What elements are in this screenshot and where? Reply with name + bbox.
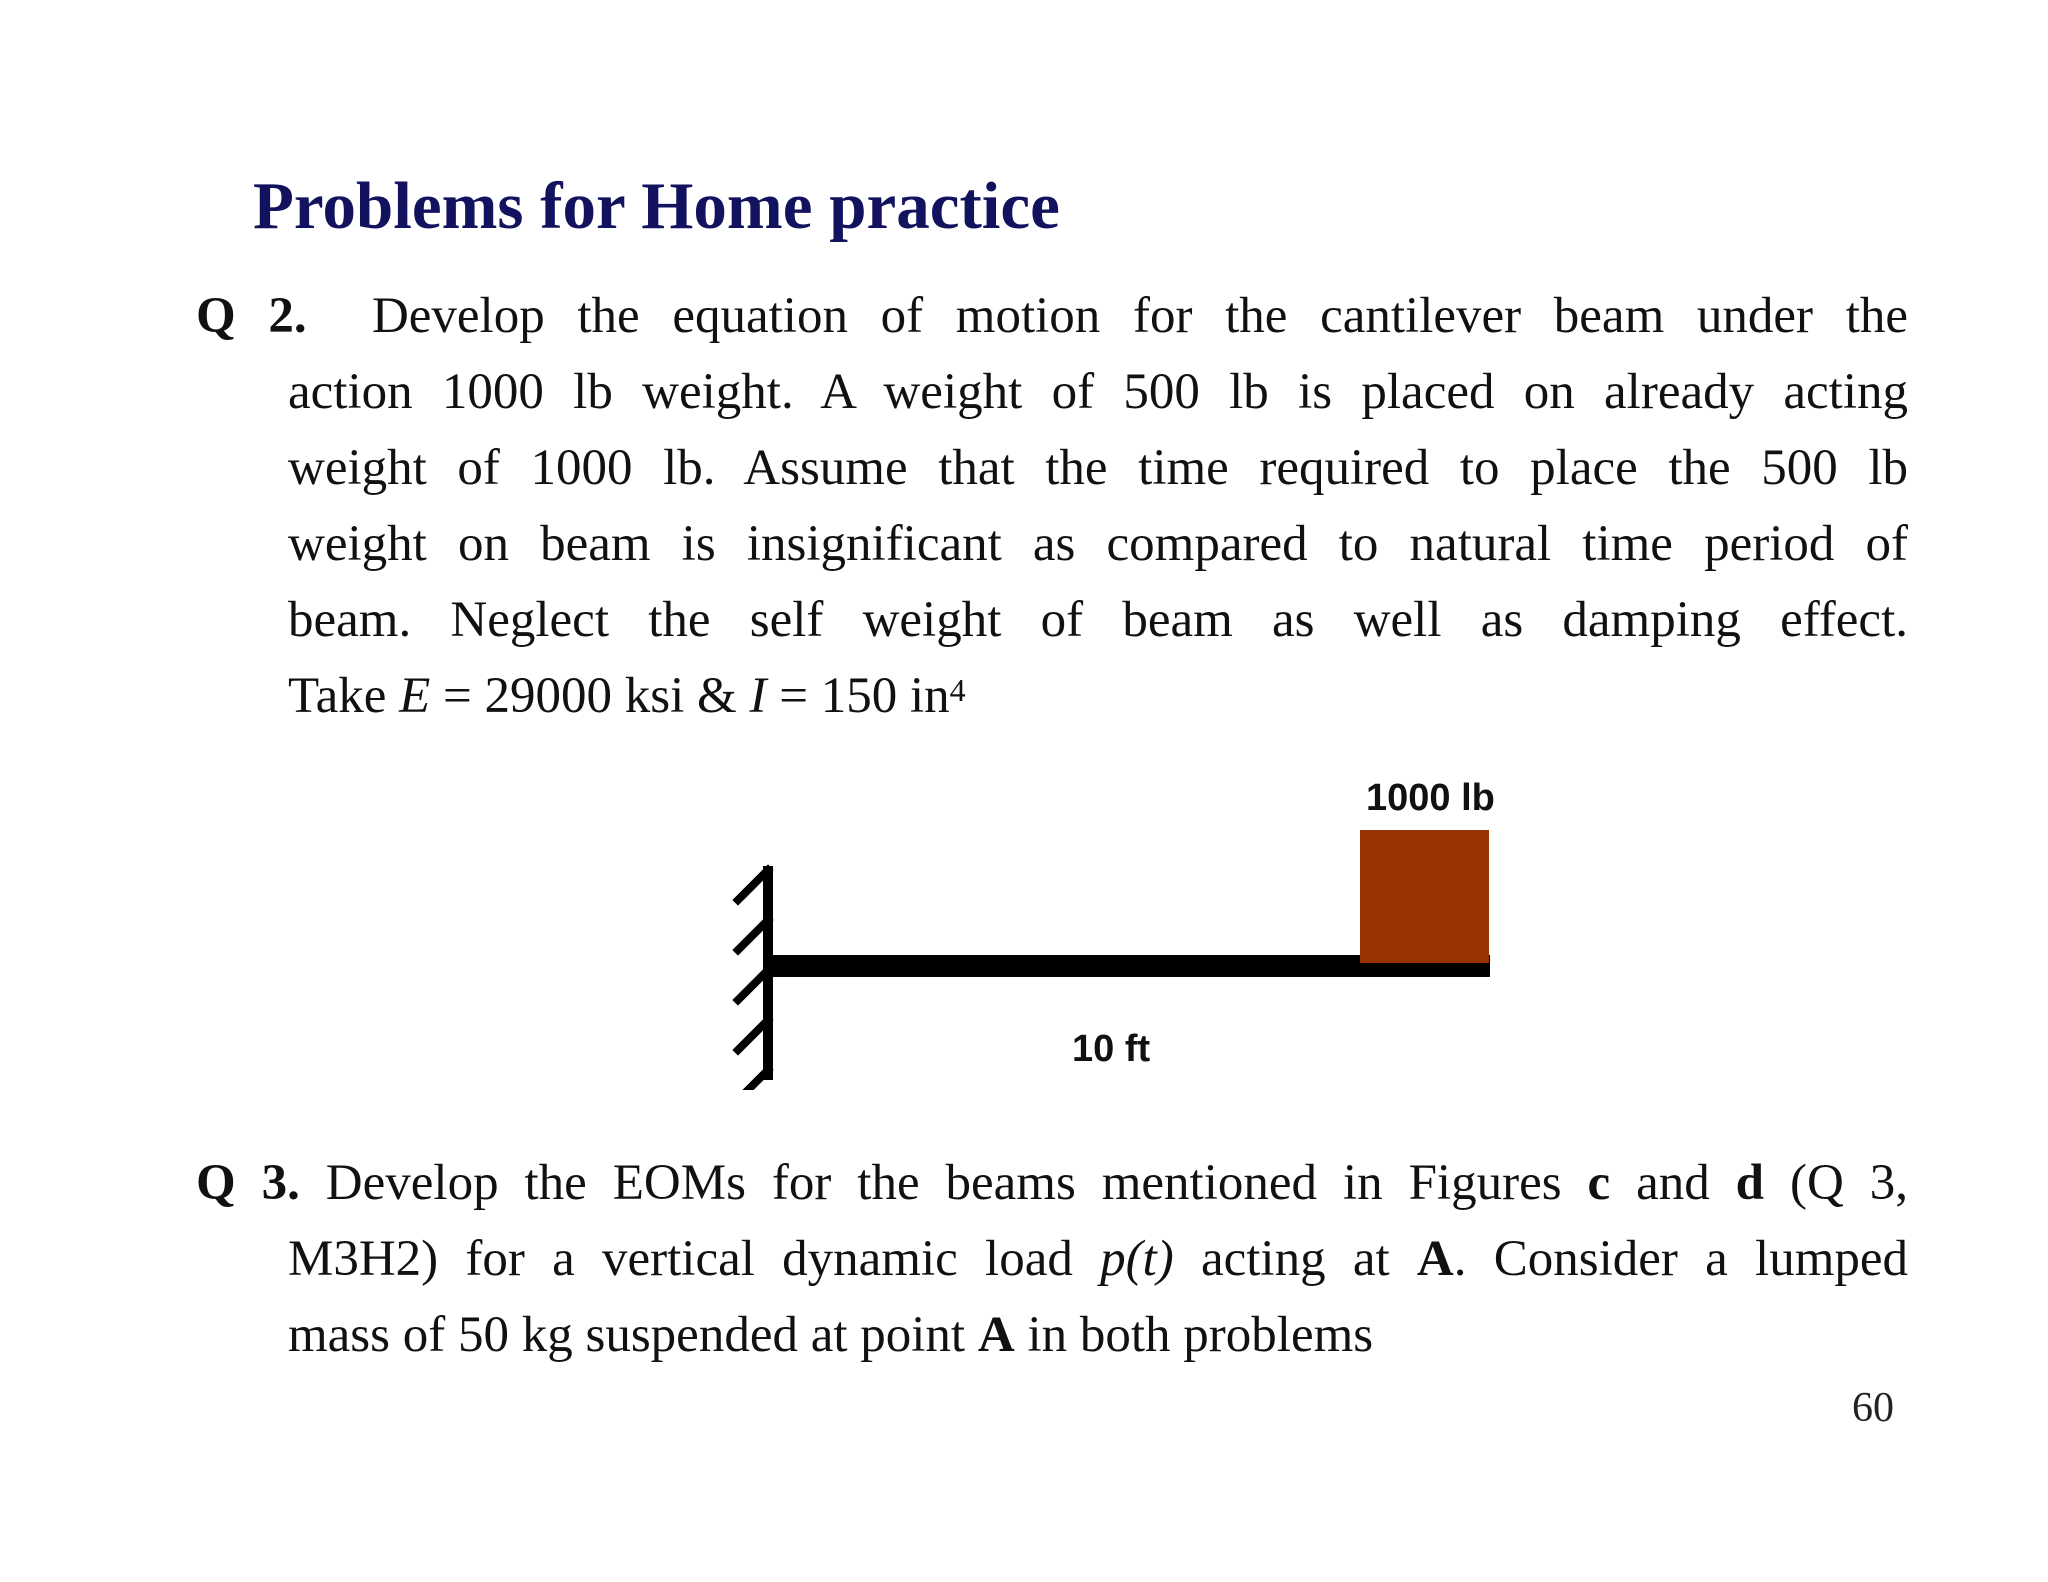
q3-line1-text-b: (Q 3, [1764, 1155, 1908, 1211]
question-2-line-5: beam. Neglect the self weight of beam as well as damping effect. [288, 592, 1908, 648]
question-2-number: Q 2. [196, 288, 307, 344]
e-value: = 29000 ksi & [430, 668, 750, 724]
cantilever-beam-figure [716, 770, 1516, 1090]
load-label: 1000 lb [1366, 777, 1495, 819]
page-number: 60 [1852, 1385, 1894, 1431]
question-2-line-1 [196, 278, 1908, 354]
length-label: 10 ft [1072, 1028, 1151, 1070]
load-function: p(t) [1100, 1231, 1174, 1287]
question-2-line-6 [196, 658, 1908, 734]
question-3-line-1 [196, 1145, 1908, 1221]
question-2-text-1: Develop the equation of motion for the cantilever beam under the [371, 288, 1909, 344]
i-exponent: 4 [949, 672, 966, 708]
question-2 [196, 278, 1908, 734]
question-2-line-3: weight of 1000 lb. Assume that the time required to place the 500 lb [288, 440, 1908, 496]
take-text: Take [288, 668, 400, 724]
slide-title: Problems for Home practice [253, 169, 1060, 243]
q3-line3-text-a: mass of 50 kg suspended at point [288, 1307, 978, 1363]
point-a-ref-2: A [977, 1307, 1015, 1363]
i-symbol: I [749, 668, 767, 724]
question-3-line-3 [196, 1297, 1908, 1373]
question-2-line-2: action 1000 lb weight. A weight of 500 lb is placed on already acting [288, 364, 1908, 420]
q3-line2-text-a: M3H2) for a vertical dynamic load [288, 1231, 1101, 1287]
q3-line1-text-a: Develop the EOMs for the beams mentioned in Figures [299, 1155, 1588, 1211]
q3-line3-text-b: in both problems [1014, 1307, 1374, 1363]
q3-line1-and: and [1610, 1155, 1736, 1211]
q3-line2-text-c: . Consider a lumped [1453, 1231, 1908, 1287]
question-2-line-4: weight on beam is insignificant as compared to natural time period of [288, 516, 1908, 572]
q3-line2-text-b: acting at [1173, 1231, 1417, 1287]
question-3 [196, 1145, 1908, 1373]
question-3-line-2 [196, 1221, 1908, 1297]
question-3-number: Q 3. [196, 1155, 300, 1211]
figure-c-ref: c [1587, 1155, 1611, 1211]
e-symbol: E [399, 668, 431, 724]
i-value: = 150 in [766, 668, 950, 724]
mass-block [1360, 830, 1489, 963]
point-a-ref: A [1416, 1231, 1454, 1287]
figure-d-ref: d [1735, 1155, 1765, 1211]
